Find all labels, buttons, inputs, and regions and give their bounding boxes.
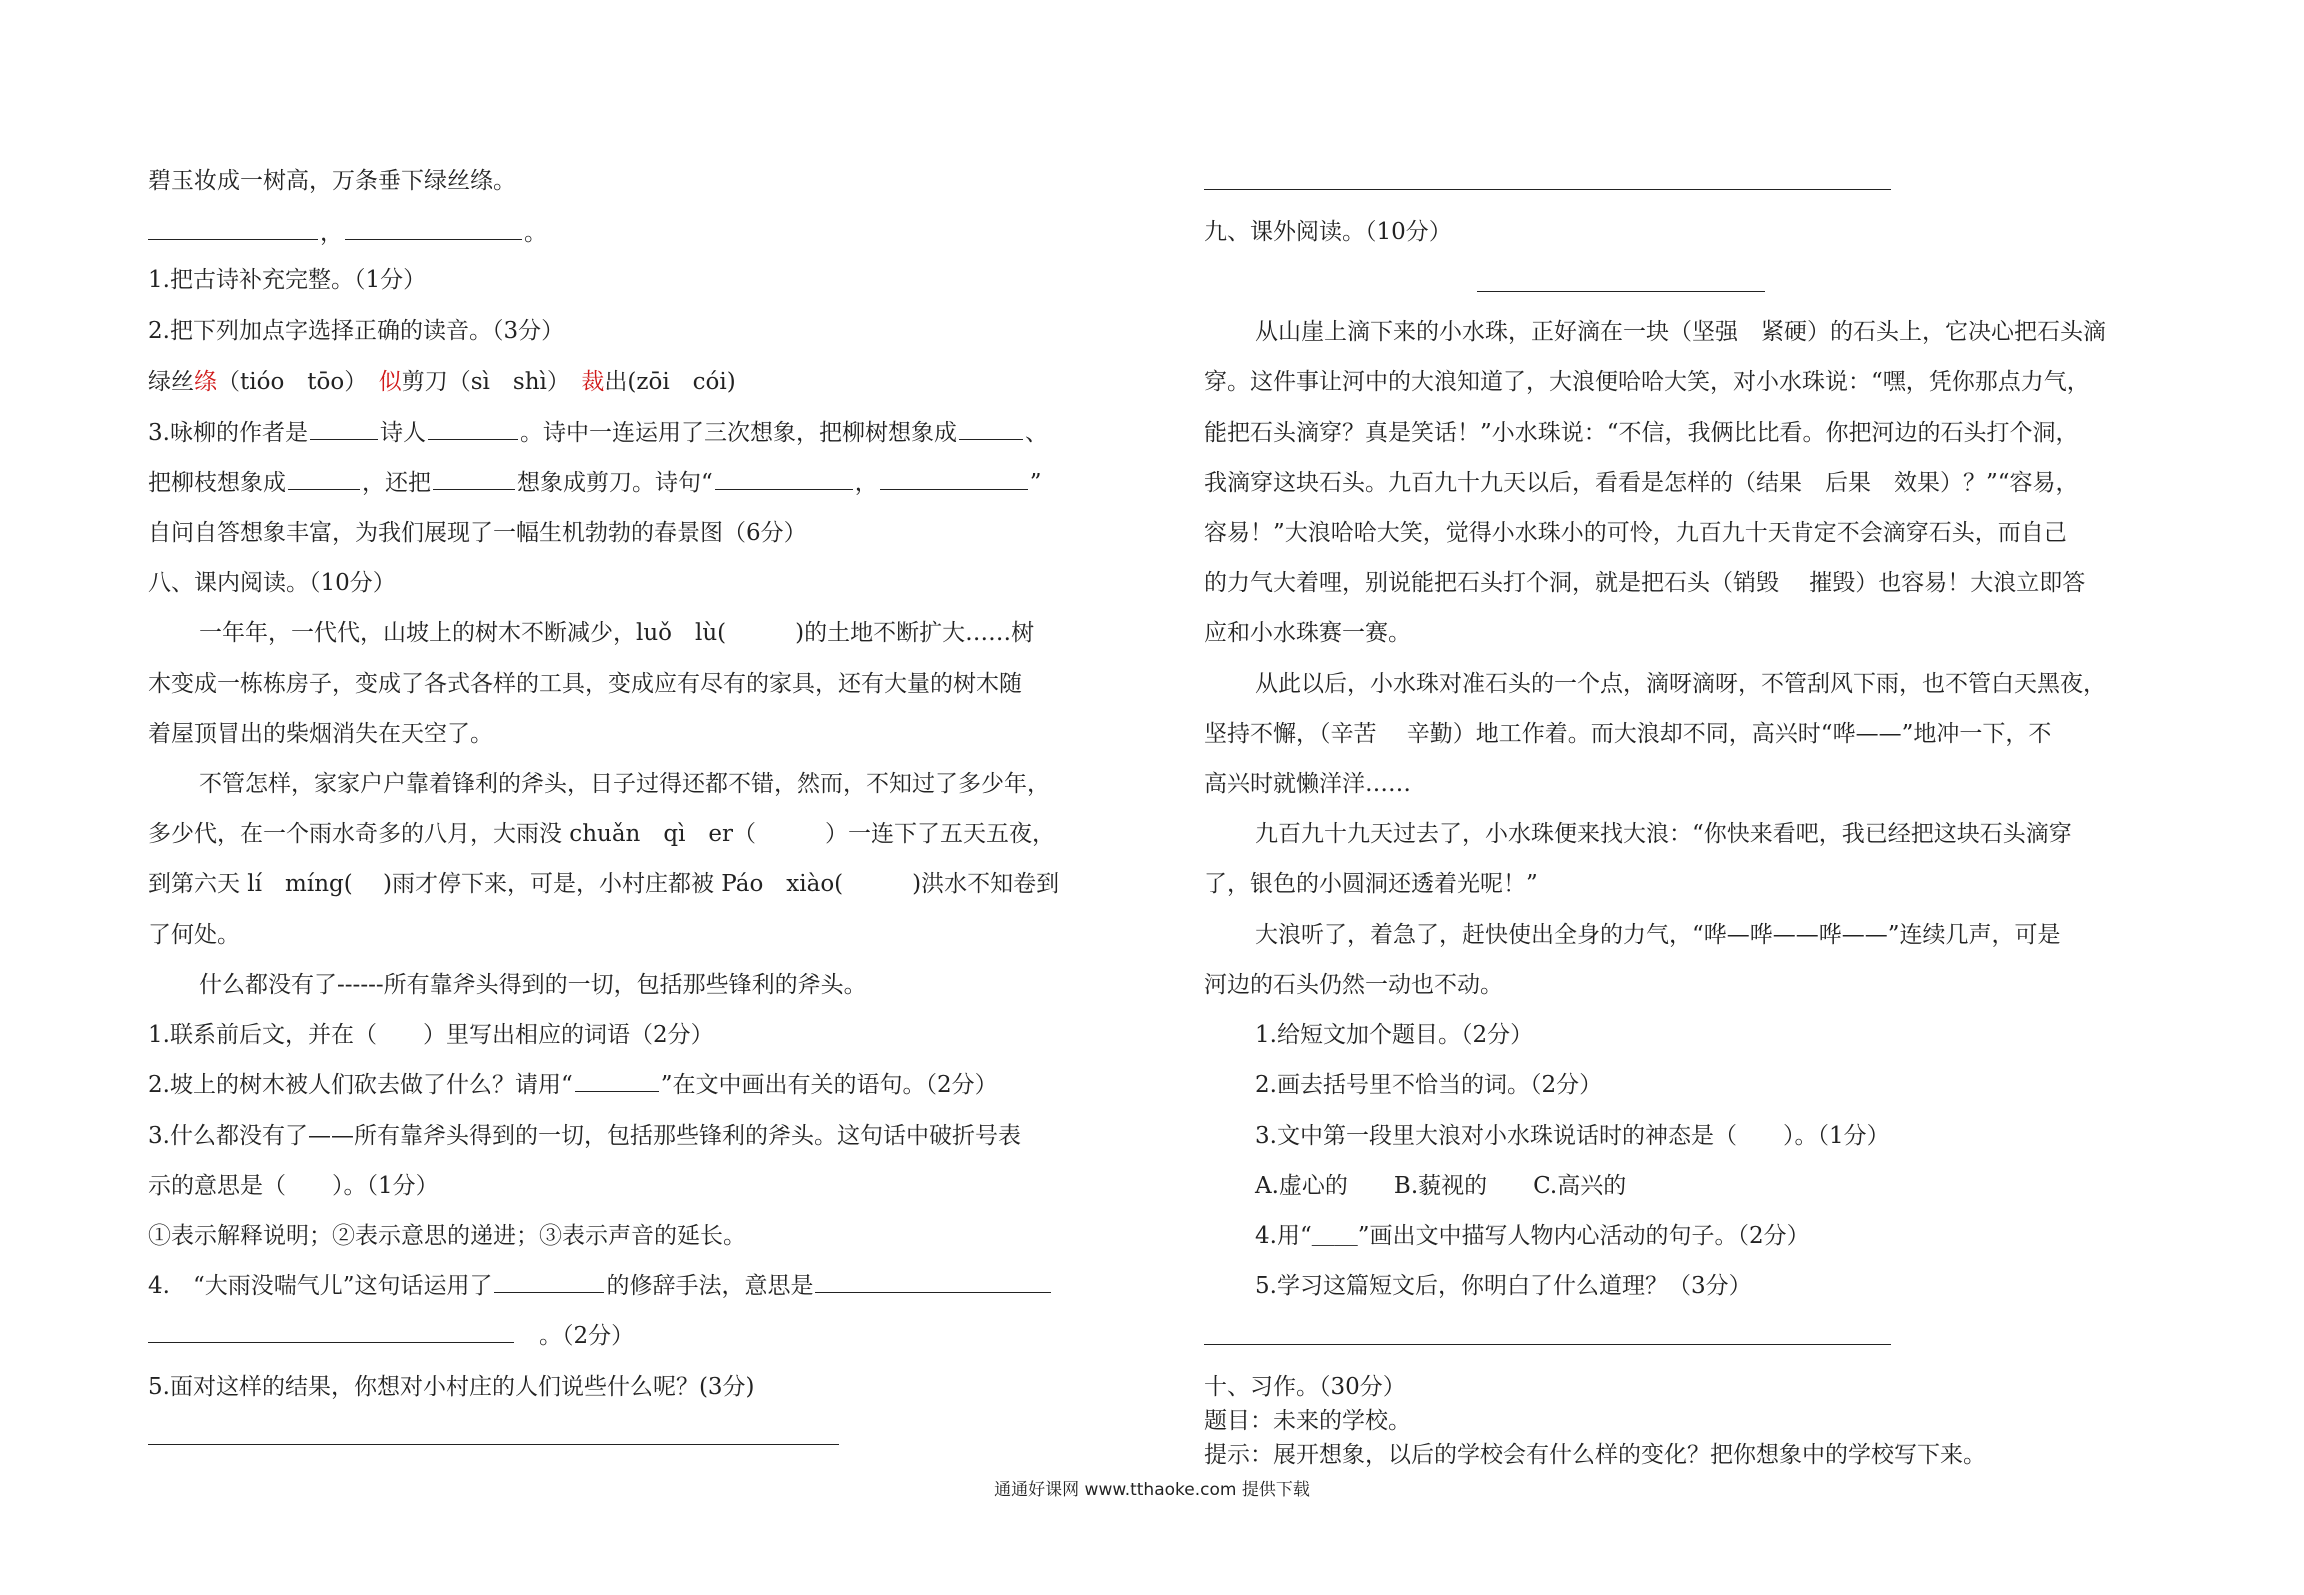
passage-line: 一年年，一代代，山坡上的树木不断减少，luǒ lù( )的土地不断扩大……树 [199,620,1035,646]
passage-line: 河边的石头仍然一动也不动。 [1204,972,1503,998]
footer-credit: 通通好课网 www.tthaoke.com 提供下载 [994,1480,1310,1500]
poem-line: 碧玉妆成一树高，万条垂下绿丝绦。 [148,168,516,194]
answer-blank[interactable] [880,467,1028,490]
section-8-title: 八、课内阅读。（10分） [148,570,396,596]
question-text: 2.坡上的树木被人们砍去做了什么？请用“ [148,1072,573,1098]
answer-blank[interactable] [148,217,318,240]
answer-line[interactable] [148,1444,839,1445]
question-text: 、 [1024,420,1048,446]
question-text: 把柳枝想象成 [148,470,286,496]
dotted-char: 绦 [194,369,217,395]
question-text: 的修辞手法，意思是 [606,1273,814,1299]
passage-line: 木变成一栋栋房子，变成了各式各样的工具，变成应有尽有的家具，还有大量的树木随 [148,671,1022,697]
passage-line: 穿。这件事让河中的大浪知道了，大浪便哈哈大笑，对小水珠说：“嘿，凭你那点力气， [1204,369,2090,395]
section-8-question-3: 3.什么都没有了——所有靠斧头得到的一切，包括那些锋利的斧头。这句话中破折号表 [148,1123,1021,1149]
passage-line: 什么都没有了------所有靠斧头得到的一切，包括那些锋利的斧头。 [199,972,867,998]
section-9-question-2: 2.画去括号里不恰当的词。（2分） [1255,1072,1603,1098]
passage-line: 我滴穿这块石头。九百九十九天以后，看看是怎样的（结果 后果 效果）？”“容易， [1204,470,2079,496]
question-3-line-3: 自问自答想象丰富，为我们展现了一幅生机勃勃的春景图（6分） [148,520,807,546]
answer-blank[interactable] [345,217,522,240]
question-2-options [148,366,736,398]
question-text: 。诗中一连运用了三次想象，把柳树想象成 [519,420,957,446]
passage-line: 了，银色的小圆洞还透着光呢！” [1204,871,1538,897]
passage-line: 坚持不懈，（辛苦 辛勤）地工作着。而大浪却不同，高兴时“哗——”地冲一下，不 [1204,721,2052,747]
passage-line: 了何处。 [148,922,240,948]
section-8-question-3-cont: 示的意思是（ ）。（1分） [148,1173,439,1199]
section-8-question-4 [148,1270,1053,1302]
question-2: 2.把下列加点字选择正确的读音。（3分） [148,318,565,344]
question-text: 想象成剪刀。诗句“ [517,470,713,496]
question-text: 诗人 [379,420,426,446]
passage-line: 九百九十九天过去了，小水珠便来找大浪：“你快来看吧，我已经把这块石头滴穿 [1255,821,2072,847]
section-9-question-4: 4.用“＿＿”画出文中描写人物内心活动的句子。（2分） [1255,1223,1810,1249]
answer-line[interactable] [1204,1344,1891,1345]
passage-line: 着屋顶冒出的柴烟消失在天空了。 [148,721,493,747]
answer-blank[interactable] [575,1069,659,1092]
question-text: 4. “大雨没喘气儿”这句话运用了 [148,1273,493,1299]
answer-blank[interactable] [494,1270,604,1293]
question-text: ，还把 [362,470,431,496]
option-text: 剪刀（sì shì） [401,369,582,395]
answer-blank[interactable] [288,467,360,490]
poem-period: 。 [524,220,547,246]
answer-blank[interactable] [310,417,378,440]
passage-line: 从此以后，小水珠对准石头的一个点，滴呀滴呀，不管刮风下雨，也不管白天黑夜， [1255,671,2106,697]
passage-line: 的力气大着哩，别说能把石头打个洞，就是把石头（销毁 摧毁）也容易！大浪立即答 [1204,570,2086,596]
question-text: ”在文中画出有关的语句。（2分） [660,1072,998,1098]
question-text: 。（2分） [516,1323,635,1349]
passage-line: 从山崖上滴下来的小水珠，正好滴在一块（坚强 紧硬）的石头上，它决心把石头滴 [1255,319,2106,345]
passage-line: 多少代，在一个雨水奇多的八月，大雨没 chuǎn qì er（ ）一连下了五天五夜， [148,821,1056,847]
section-8-question-2 [148,1069,998,1101]
passage-line: 应和小水珠赛一赛。 [1204,620,1411,646]
section-9-title: 九、课外阅读。（10分） [1204,219,1452,245]
answer-blank[interactable] [428,417,518,440]
dotted-char: 裁 [581,369,605,395]
passage-line: 大浪听了，着急了，赶快使出全身的力气，“哗—哗——哗——”连续几声，可是 [1255,922,2061,948]
passage-line: 到第六天 lí míng( )雨才停下来，可是，小村庄都被 Páo xiào( )洪水不知卷到 [148,871,1060,897]
question-3-line-2 [148,467,1042,499]
answer-line[interactable] [1204,189,1891,190]
option-text: 绿丝 [148,369,194,395]
answer-blank[interactable] [959,417,1023,440]
section-9-question-5: 5.学习这篇短文后，你明白了什么道理？（3分） [1255,1273,1752,1299]
passage-line: 容易！”大浪哈哈大笑，觉得小水珠小的可怜，九百九十天肯定不会滴穿石头，而自己 [1204,520,2067,546]
poem-fill-line [148,217,547,249]
section-10-title: 十、习作。（30分） [1204,1374,1406,1400]
essay-topic: 题目：未来的学校。 [1204,1408,1411,1434]
passage-line: 能把石头滴穿？真是笑话！”小水珠说：“不信，我俩比比看。你把河边的石头打个洞， [1204,420,2079,446]
question-text: ” [1029,470,1042,496]
answer-blank[interactable] [433,467,515,490]
question-3-line-1 [148,417,1048,449]
option-text: 出(zōi cói) [604,369,736,395]
poem-comma: ， [320,220,343,246]
section-8-question-5: 5.面对这样的结果，你想对小村庄的人们说些什么呢？(3分) [148,1374,755,1400]
essay-hint: 提示：展开想象，以后的学校会有什么样的变化？把你想象中的学校写下来。 [1204,1442,1986,1468]
section-9-question-3-options: A.虚心的 B.藐视的 C.高兴的 [1255,1173,1627,1199]
question-1: 1.把古诗补充完整。（1分） [148,267,427,293]
title-blank-line[interactable] [1477,291,1765,292]
answer-blank[interactable] [715,467,853,490]
section-9-question-3: 3.文中第一段里大浪对小水珠说话时的神态是（ ）。（1分） [1255,1123,1890,1149]
answer-blank[interactable] [815,1270,1051,1293]
answer-blank[interactable] [148,1320,514,1343]
question-text: ， [854,470,878,496]
section-8-question-3-options: ①表示解释说明；②表示意思的递进；③表示声音的延长。 [148,1223,746,1249]
section-9-question-1: 1.给短文加个题目。（2分） [1255,1022,1534,1048]
question-text: 3.咏柳的作者是 [148,420,308,446]
option-text: （tióo tōo） [217,369,379,395]
passage-line: 高兴时就懒洋洋…… [1204,771,1411,797]
passage-line: 不管怎样，家家户户靠着锋利的斧头，日子过得还都不错，然而，不知过了多少年， [199,771,1050,797]
section-8-question-1: 1.联系前后文，并在（ ）里写出相应的词语（2分） [148,1022,714,1048]
section-8-question-4-cont [148,1320,634,1352]
dotted-char: 似 [378,369,402,395]
